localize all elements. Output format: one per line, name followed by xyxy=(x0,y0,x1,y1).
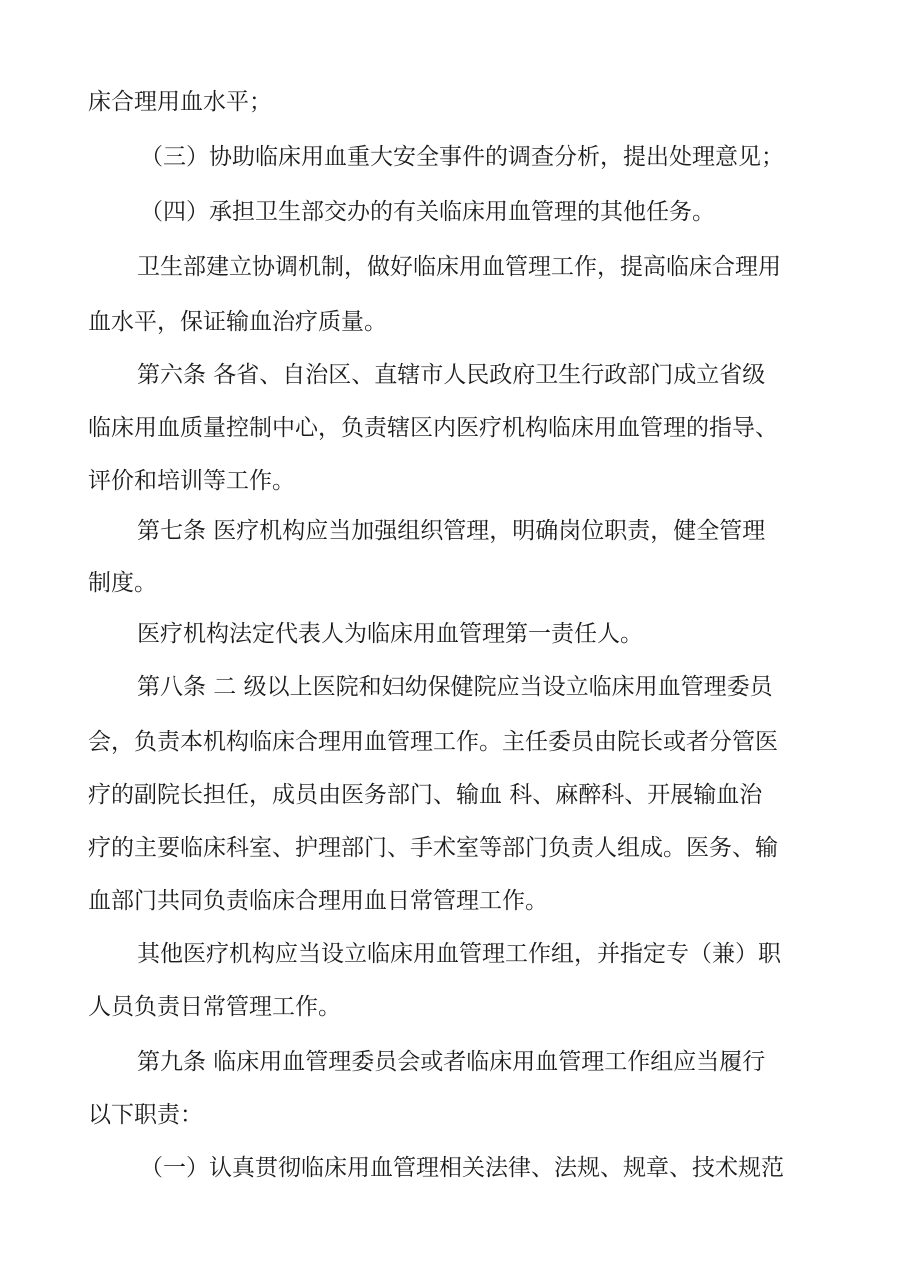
text-line: 第八条 二 级以上医院和妇幼保健院应当设立临床用血管理委员 xyxy=(137,674,773,700)
text-line: 床合理用血水平； xyxy=(88,89,272,115)
text-line: 会，负责本机构临床合理用血管理工作。主任委员由院长或者分管医 xyxy=(88,729,778,755)
text-line: 其他医疗机构应当设立临床用血管理工作组，并指定专（兼）职 xyxy=(137,941,781,967)
text-line: 血部门共同负责临床合理用血日常管理工作。 xyxy=(88,888,548,914)
text-line: 临床用血质量控制中心，负责辖区内医疗机构临床用血管理的指导、 xyxy=(88,415,778,441)
text-line: （四）承担卫生部交办的有关临床用血管理的其他任务。 xyxy=(140,199,715,225)
text-line: 血水平，保证输血治疗质量。 xyxy=(88,309,387,335)
text-line: 疗的副院长担任，成员由医务部门、输血 科、麻醉科、开展输血治 xyxy=(88,782,763,808)
text-line: 以下职责： xyxy=(88,1102,203,1128)
text-line: 医疗机构法定代表人为临床用血管理第一责任人。 xyxy=(137,621,643,647)
text-line: （一）认真贯彻临床用血管理相关法律、法规、规章、技术规范 xyxy=(140,1155,784,1181)
text-line: 第七条 医疗机构应当加强组织管理，明确岗位职责，健全管理 xyxy=(137,518,766,544)
text-line: 第九条 临床用血管理委员会或者临床用血管理工作组应当履行 xyxy=(137,1049,766,1075)
text-line: 疗的主要临床科室、护理部门、手术室等部门负责人组成。医务、输 xyxy=(88,835,778,861)
text-line: 评价和培训等工作。 xyxy=(88,468,295,494)
text-line: （三）协助临床用血重大安全事件的调查分析，提出处理意见； xyxy=(140,144,784,170)
text-line: 制度。 xyxy=(88,570,157,596)
text-line: 卫生部建立协调机制，做好临床用血管理工作，提高临床合理用 xyxy=(137,254,781,280)
text-line: 人员负责日常管理工作。 xyxy=(88,994,341,1020)
text-line: 第六条 各省、自治区、直辖市人民政府卫生行政部门成立省级 xyxy=(137,362,766,388)
